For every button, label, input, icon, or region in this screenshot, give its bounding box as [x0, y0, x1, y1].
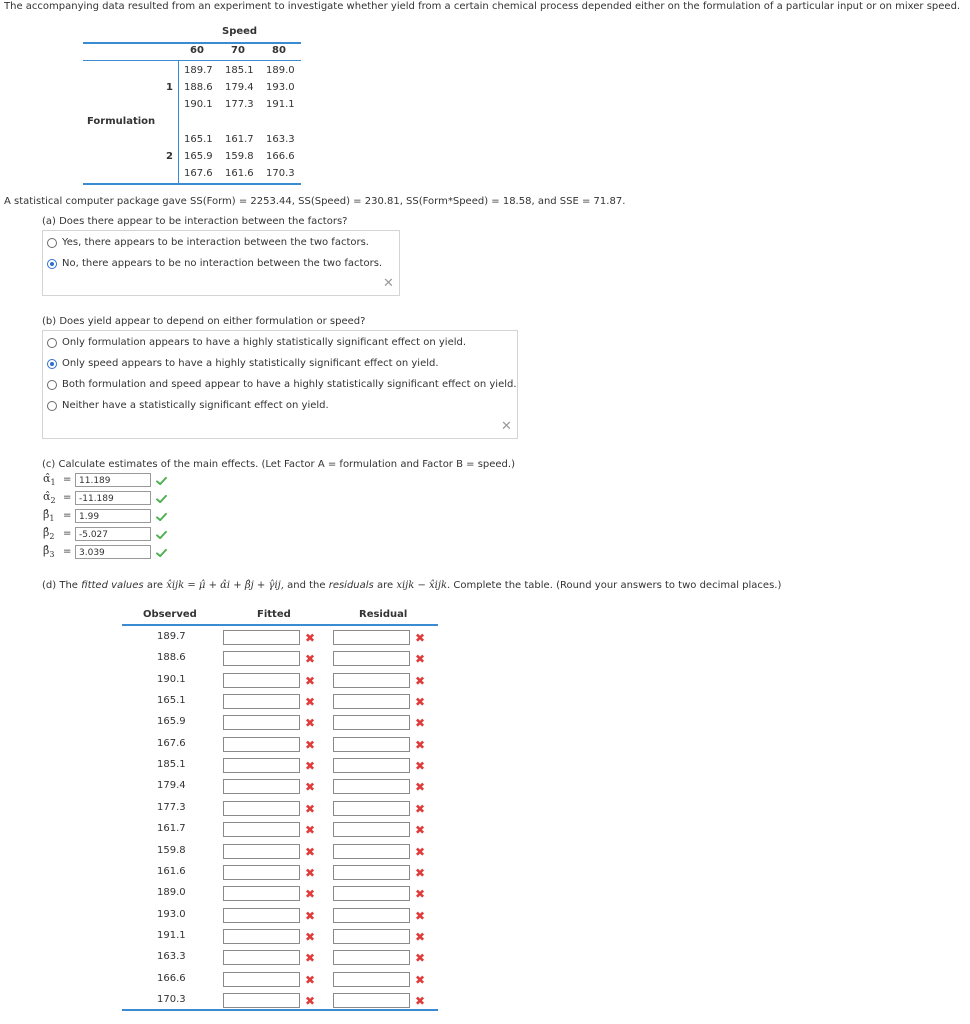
fitted-input[interactable]	[223, 779, 300, 794]
question-a: (a) Does there appear to be interaction between the factors?	[42, 216, 348, 227]
estimate-input[interactable]: 3.039	[75, 545, 151, 559]
equals-sign: =	[63, 528, 72, 539]
wrong-mark-icon: ✖	[415, 652, 426, 666]
residual-input[interactable]	[333, 865, 410, 880]
wrong-mark-icon: ✖	[415, 716, 426, 730]
wrong-mark-icon: ✖	[305, 845, 316, 859]
fitted-input[interactable]	[223, 993, 300, 1008]
observed-value: 167.6	[157, 738, 186, 749]
question-d	[42, 580, 781, 591]
wrong-mark-icon: ✖	[415, 909, 426, 923]
estimate-label	[43, 490, 56, 505]
radio-b-both[interactable]	[47, 380, 57, 390]
wrong-mark-icon: ✖	[415, 695, 426, 709]
residual-input[interactable]	[333, 737, 410, 752]
wrong-mark-icon: ✖	[305, 887, 316, 901]
cell: 189.0	[266, 65, 295, 76]
cell: 188.6	[184, 82, 213, 93]
correct-check-icon	[156, 531, 167, 539]
wrong-mark-icon: ✖	[305, 802, 316, 816]
cell: 177.3	[225, 99, 254, 110]
observed-value: 163.3	[157, 951, 186, 962]
estimate-label	[43, 526, 54, 541]
wrong-mark-icon: ✖	[305, 674, 316, 688]
intro-text: The accompanying data resulted from an experiment to investigate whether yield from a certain chemical process depended either on the formulation of a particular input or on mixer speed.	[4, 1, 961, 12]
question-d-are2: are	[376, 580, 394, 591]
option-a-yes[interactable]: Yes, there appears to be interaction between the two factors.	[62, 237, 369, 248]
fitted-input[interactable]	[223, 886, 300, 901]
wrong-mark-icon: ✖	[305, 909, 316, 923]
equals-sign: =	[63, 492, 72, 503]
fitted-input[interactable]	[223, 844, 300, 859]
table-top-rule	[83, 42, 301, 44]
residual-input[interactable]	[333, 908, 410, 923]
observed-value: 161.7	[157, 823, 186, 834]
equals-sign: =	[63, 474, 72, 485]
fitted-input[interactable]	[223, 822, 300, 837]
residual-input[interactable]	[333, 972, 410, 987]
header-observed: Observed	[143, 609, 197, 620]
fitted-term: fitted values	[81, 580, 144, 591]
cell: 166.6	[266, 151, 295, 162]
cell: 165.9	[184, 151, 213, 162]
fitted-input[interactable]	[223, 630, 300, 645]
question-c: (c) Calculate estimates of the main effects. (Let Factor A = formulation and Factor B = speed.)	[42, 459, 515, 470]
group-2-label: 2	[166, 151, 173, 162]
wrong-mark-icon: ✖	[305, 631, 316, 645]
residual-input[interactable]	[333, 694, 410, 709]
radio-b-speed[interactable]	[47, 359, 57, 369]
wrong-mark-icon: ✖	[305, 652, 316, 666]
wrong-mark-icon: ✖	[415, 866, 426, 880]
residual-input[interactable]	[333, 651, 410, 666]
observed-value: 165.1	[157, 695, 186, 706]
estimate-label	[43, 508, 54, 523]
options-b	[42, 330, 518, 439]
fitted-input[interactable]	[223, 694, 300, 709]
wrong-mark-icon: ✖	[415, 823, 426, 837]
residual-input[interactable]	[333, 993, 410, 1008]
option-b-neither[interactable]: Neither have a statistically significant effect on yield.	[62, 400, 329, 411]
stat-summary: A statistical computer package gave SS(Form) = 2253.44, SS(Speed) = 230.81, SS(Form*Speed) = 18.58, and SSE = 71.87.	[4, 196, 626, 207]
wrong-mark-icon: ✖	[305, 695, 316, 709]
question-d-are: are	[146, 580, 163, 591]
residual-input[interactable]	[333, 758, 410, 773]
option-b-speed[interactable]: Only speed appears to have a highly statistically significant effect on yield.	[62, 358, 439, 369]
wrong-mark-icon: ✖	[305, 780, 316, 794]
formulation-label: Formulation	[87, 116, 156, 127]
radio-b-neither[interactable]	[47, 401, 57, 411]
residual-formula: xijk − x̂ijk.	[396, 580, 451, 591]
cell: 191.1	[266, 99, 295, 110]
observed-value: 188.6	[157, 652, 186, 663]
radio-a-yes[interactable]	[47, 238, 57, 248]
fitted-input[interactable]	[223, 950, 300, 965]
equals-sign: =	[63, 546, 72, 557]
wrong-mark-icon: ✖	[415, 951, 426, 965]
wrong-mark-icon: ✖	[305, 823, 316, 837]
wrong-mark-icon: ✖	[415, 631, 426, 645]
radio-a-no[interactable]	[47, 259, 57, 269]
cell: 190.1	[184, 99, 213, 110]
observed-value: 185.1	[157, 759, 186, 770]
observed-value: 191.1	[157, 930, 186, 941]
estimate-symbol: α̂	[43, 490, 51, 503]
observed-value: 159.8	[157, 845, 186, 856]
residuals-term: residuals	[328, 580, 374, 591]
wrong-mark-icon: ✖	[415, 887, 426, 901]
wrong-mark-icon: ✖	[415, 674, 426, 688]
wrong-mark-icon: ✖	[415, 802, 426, 816]
estimate-label	[43, 472, 56, 487]
wrong-mark-icon: ✖	[415, 780, 426, 794]
speed-70: 70	[231, 45, 245, 56]
wrong-mark-icon: ✖	[415, 973, 426, 987]
question-d-and: and the	[287, 580, 326, 591]
header-rule	[83, 60, 301, 61]
incorrect-mark-icon: ✕	[383, 276, 394, 291]
wrong-mark-icon: ✖	[415, 994, 426, 1008]
cell: 193.0	[266, 82, 295, 93]
table-bottom-rule	[83, 183, 301, 185]
fitted-input[interactable]	[223, 673, 300, 688]
observed-value: 189.0	[157, 887, 186, 898]
cell: 179.4	[225, 82, 254, 93]
speed-header: Speed	[222, 26, 258, 37]
estimate-label	[43, 544, 54, 559]
correct-check-icon	[156, 495, 167, 503]
observed-value: 179.4	[157, 780, 186, 791]
correct-check-icon	[156, 549, 167, 557]
correct-check-icon	[156, 477, 167, 485]
observed-value: 177.3	[157, 802, 186, 813]
estimate-input[interactable]: 1.99	[75, 509, 151, 523]
wrong-mark-icon: ✖	[415, 738, 426, 752]
residual-input[interactable]	[333, 673, 410, 688]
residual-input[interactable]	[333, 844, 410, 859]
equals-sign: =	[63, 510, 72, 521]
cell: 161.7	[225, 134, 254, 145]
header-residual: Residual	[359, 609, 408, 620]
cell: 167.6	[184, 168, 213, 179]
estimate-symbol: β̂	[43, 508, 50, 521]
fitted-input[interactable]	[223, 715, 300, 730]
residual-input[interactable]	[333, 822, 410, 837]
wrong-mark-icon: ✖	[305, 994, 316, 1008]
residual-input[interactable]	[333, 929, 410, 944]
estimate-input[interactable]: -11.189	[75, 491, 151, 505]
cell: 170.3	[266, 168, 295, 179]
observed-value: 189.7	[157, 631, 186, 642]
residual-input[interactable]	[333, 801, 410, 816]
residual-input[interactable]	[333, 779, 410, 794]
cell: 159.8	[225, 151, 254, 162]
cell: 163.3	[266, 134, 295, 145]
residual-input[interactable]	[333, 950, 410, 965]
option-a-no[interactable]: No, there appears to be no interaction between the two factors.	[62, 258, 383, 269]
speed-60: 60	[190, 45, 204, 56]
wrong-mark-icon: ✖	[415, 845, 426, 859]
cell: 165.1	[184, 134, 213, 145]
estimate-subscript: 3	[49, 550, 55, 560]
fitted-input[interactable]	[223, 972, 300, 987]
wrong-mark-icon: ✖	[415, 759, 426, 773]
fitted-input[interactable]	[223, 758, 300, 773]
option-b-formulation[interactable]: Only formulation appears to have a highly statistically significant effect on yield.	[62, 337, 467, 348]
residual-input[interactable]	[333, 715, 410, 730]
fitted-input[interactable]	[223, 651, 300, 666]
estimate-subscript: 2	[50, 496, 56, 506]
fitted-input[interactable]	[223, 908, 300, 923]
observed-value: 165.9	[157, 716, 186, 727]
table-d-bottom-rule	[122, 1009, 438, 1011]
estimate-input[interactable]: 11.189	[75, 473, 151, 487]
wrong-mark-icon: ✖	[305, 866, 316, 880]
radio-b-formulation[interactable]	[47, 338, 57, 348]
observed-value: 161.6	[157, 866, 186, 877]
question-d-instruction: Complete the table. (Round your answers to two decimal places.)	[453, 580, 782, 591]
observed-value: 190.1	[157, 674, 186, 685]
estimate-symbol: β̂	[43, 526, 50, 539]
fitted-input[interactable]	[223, 929, 300, 944]
option-b-both[interactable]: Both formulation and speed appear to have a highly statistically significant effect on yield.	[62, 379, 517, 390]
question-b: (b) Does yield appear to depend on either formulation or speed?	[42, 316, 366, 327]
estimate-subscript: 1	[49, 514, 55, 524]
fitted-input[interactable]	[223, 801, 300, 816]
observed-value: 166.6	[157, 973, 186, 984]
wrong-mark-icon: ✖	[305, 973, 316, 987]
residual-input[interactable]	[333, 886, 410, 901]
estimate-symbol: α̂	[43, 472, 51, 485]
table-d-header-rule	[122, 624, 438, 626]
cell: 185.1	[225, 65, 254, 76]
wrong-mark-icon: ✖	[305, 738, 316, 752]
cell: 189.7	[184, 65, 213, 76]
group-divider	[178, 60, 179, 183]
speed-80: 80	[272, 45, 286, 56]
observed-value: 170.3	[157, 994, 186, 1005]
estimate-input[interactable]: -5.027	[75, 527, 151, 541]
wrong-mark-icon: ✖	[305, 759, 316, 773]
estimate-subscript: 1	[50, 478, 56, 488]
question-d-prefix: (d) The	[42, 580, 78, 591]
group-1-label: 1	[166, 82, 173, 93]
fitted-input[interactable]	[223, 865, 300, 880]
fitted-formula: x̂ijk = μ̂ + α̂i + β̂j + γ̂ij,	[166, 580, 284, 591]
options-a	[42, 230, 400, 296]
wrong-mark-icon: ✖	[305, 951, 316, 965]
correct-check-icon	[156, 513, 167, 521]
cell: 161.6	[225, 168, 254, 179]
wrong-mark-icon: ✖	[415, 930, 426, 944]
incorrect-mark-icon: ✕	[501, 419, 512, 434]
header-fitted: Fitted	[257, 609, 291, 620]
wrong-mark-icon: ✖	[305, 930, 316, 944]
fitted-input[interactable]	[223, 737, 300, 752]
estimate-symbol: β̂	[43, 544, 50, 557]
wrong-mark-icon: ✖	[305, 716, 316, 730]
observed-value: 193.0	[157, 909, 186, 920]
residual-input[interactable]	[333, 630, 410, 645]
estimate-subscript: 2	[49, 532, 55, 542]
